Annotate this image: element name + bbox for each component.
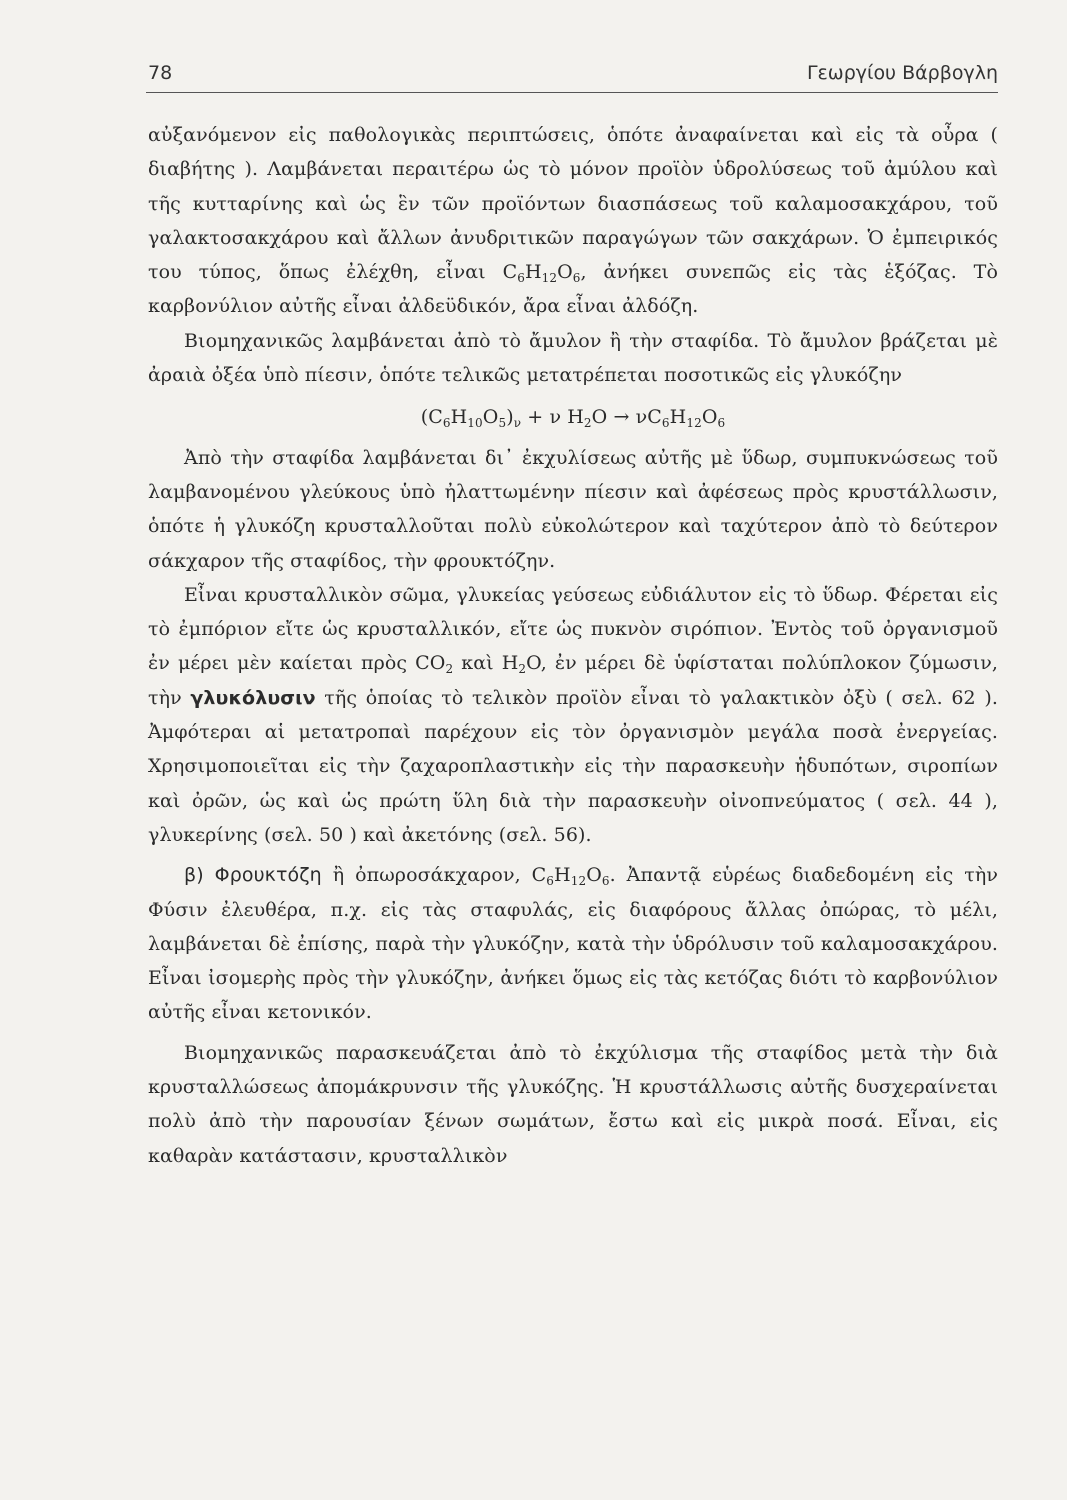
paragraph-5-text: ἢ ὀπωροσάκχαρον, C	[321, 864, 547, 887]
formula-part: C	[502, 261, 518, 284]
equation-part: H	[450, 406, 468, 429]
equation-part: O	[482, 406, 499, 429]
paragraph-6	[148, 1036, 998, 1173]
paragraph-2-text: Βιομηχανικῶς λαμβάνεται ἀπὸ τὸ ἄμυλον ἢ τὴν σταφίδα. Τὸ ἄμυλον βράζεται μὲ ἀραιὰ ὀξέα ὑπὸ πίεσιν, ὁπότε τελικῶς μετατρέπεται ποσοτικῶς εἰς γλυκόζην	[148, 329, 998, 387]
paragraph-4-text: Εἶναι κρυσταλλικὸν σῶμα, γλυκείας γεύσεως εὐδιάλυτον εἰς τὸ ὕδωρ. Φέρεται εἰς τὸ ἐμπόριον εἴτε ὡς κρυσταλλικόν, εἴτε ὡς πυκνὸν σιρόπιον. Ἐντὸς τοῦ ὀργανισμοῦ ἐν μέρει μὲν καίεται πρὸς CO	[148, 583, 998, 675]
paragraph-3	[148, 441, 998, 578]
paragraph-2	[148, 324, 998, 393]
formula-subscript: 12	[541, 271, 558, 286]
equation-part: H	[669, 406, 687, 429]
equation-subscript: 6	[717, 416, 726, 431]
formula-part: O	[557, 261, 573, 284]
equation-part: + ν H	[521, 406, 584, 429]
formula-part: H	[524, 261, 542, 284]
paragraph-1-text: αὐξανόμενον εἰς παθολογικὰς περιπτώσεις, ὁπότε ἀναφαίνεται καὶ εἰς τὰ οὖρα ( διαβήτης ). Λαμβάνεται περαιτέρω ὡς τὸ μόνον προϊὸν ὑδρολύσεως τοῦ ἀμύλου καὶ τῆς κυτταρίνης καὶ ὡς ἓν τῶν προϊόντων διασπάσεως τοῦ καλαμοσακχάρου, τοῦ γαλακτοσακχάρου καὶ ἄλλων ἀνυδριτικῶν παραγώγων τῶν σακχάρων. Ὁ ἐμπειρικός του τύπος, ὅπως ἐλέχθη, εἶναι	[148, 124, 998, 284]
equation-subscript: 10	[467, 416, 483, 431]
formula-subscript: 6	[517, 271, 525, 286]
equation-part: O → νC	[591, 406, 662, 429]
equation-subscript: 6	[661, 416, 670, 431]
equation-subscript: 5	[498, 416, 507, 431]
page-body	[148, 118, 998, 1173]
hydrolysis-equation	[148, 400, 998, 434]
paragraph-5-text: . Ἀπαντᾷ εὑρέως διαδεδομένη εἰς τὴν Φύσιν ἐλευθέρα, π.χ. εἰς τὰς σταφυλάς, εἰς διαφόρους ἄλλας ὀπώρας, τὸ μέλι, λαμβάνεται δὲ ἐπίσης, παρὰ τὴν γλυκόζην, κατὰ τὴν ὑδρόλυσιν τοῦ καλαμοσακχάρου. Εἶναι ἰσομερὴς πρὸς τὴν γλυκόζην, ἀνήκει ὅμως εἰς τὰς κετόζας διότι τὸ καρβονύλιον αὐτῆς εἶναι κετονικόν.	[148, 864, 999, 1024]
equation-subscript: 6	[442, 416, 451, 431]
equation-part: O	[701, 406, 718, 429]
equation-subscript: 2	[583, 416, 592, 431]
formula-subscript: 2	[445, 662, 454, 677]
equation-subscript: ν	[513, 416, 522, 431]
paragraph-1	[148, 118, 998, 324]
equation-part: )	[506, 406, 514, 429]
section-label-fructose: β) Φρουκτόζη	[184, 864, 322, 887]
equation-part: (C	[420, 406, 443, 429]
page-header	[146, 58, 998, 93]
formula-subscript: 12	[570, 874, 587, 889]
paragraph-6-text: Βιομηχανικῶς παρασκευάζεται ἀπὸ τὸ ἐκχύλισμα τῆς σταφίδος μετὰ τὴν διὰ κρυσταλλώσεως ἀπομάκρυνσιν τῆς γλυκόζης. Ἡ κρυστάλλωσις αὐτῆς δυσχεραίνεται πολὺ ἀπὸ τὴν παρουσίαν ξένων σωμάτων, ἔστω καὶ εἰς μικρὰ ποσά. Εἶναι, εἰς καθαρὰν κατάστασιν, κρυσταλλικὸν	[148, 1041, 998, 1167]
page-number: 78	[148, 62, 173, 84]
paragraph-3-text: Ἀπὸ τὴν σταφίδα λαμβάνεται δι᾽ ἐκχυλίσεως αὐτῆς μὲ ὕδωρ, συμπυκνώσεως τοῦ λαμβανομένου γλεύκους ὑπὸ ἠλαττωμένην πίεσιν καὶ ἀφέσεως πρὸς κρυστάλλωσιν, ὁπότε ἡ γλυκόζη κρυσταλλοῦται πολὺ εὐκολώτερον καὶ ταχύτερον ἀπὸ τὸ δεύτερον σάκχαρον τῆς σταφίδος, τὴν φρουκτόζην.	[148, 446, 998, 572]
paragraph-4-text: O, ἐν μέρει δὲ ὑφίσταται πολύπλοκον ζύμωσιν, τὴν	[148, 652, 999, 709]
equation-subscript: 12	[686, 416, 702, 431]
formula-subscript: 6	[601, 874, 610, 889]
paragraph-5-text: H	[554, 864, 571, 887]
running-head-author: Γεωργίου Βάρβογλη	[806, 62, 998, 84]
paragraph-4-text: καὶ H	[453, 652, 519, 675]
paragraph-5-text: O	[586, 864, 602, 887]
paragraph-1-tail: , ἀνήκει συνεπῶς εἰς τὰς ἑξόζας. Τὸ καρβονύλιον αὐτῆς εἶναι ἀλδεϋδικόν, ἄρα εἶναι ἀλδόζη.	[148, 261, 998, 318]
formula-subscript: 6	[572, 271, 581, 286]
paragraph-4	[148, 578, 998, 852]
formula-subscript: 2	[518, 662, 527, 677]
paragraph-4-text: τῆς ὁποίας τὸ τελικὸν προϊὸν εἶναι τὸ γαλακτικὸν ὀξὺ ( σελ. 62 ). Ἀμφότεραι αἱ μετατροπαὶ παρέχουν εἰς τὸν ὀργανισμὸν μεγάλα ποσὰ ἐνεργείας. Χρησιμοποιεῖται εἰς τὴν ζαχαροπλαστικὴν εἰς τὴν παρασκευὴν ἡδυπότων, σιροπίων καὶ ὀρῶν, ὡς καὶ ὡς πρώτη ὕλη διὰ τὴν παρασκευὴν οἰνοπνεύματος ( σελ. 44 ), γλυκερίνης (σελ. 50 ) καὶ ἀκετόνης (σελ. 56).	[148, 686, 998, 846]
bold-term-glycolysis: γλυκόλυσιν	[190, 686, 316, 709]
paragraph-5	[148, 858, 998, 1029]
formula-subscript: 6	[546, 874, 555, 889]
